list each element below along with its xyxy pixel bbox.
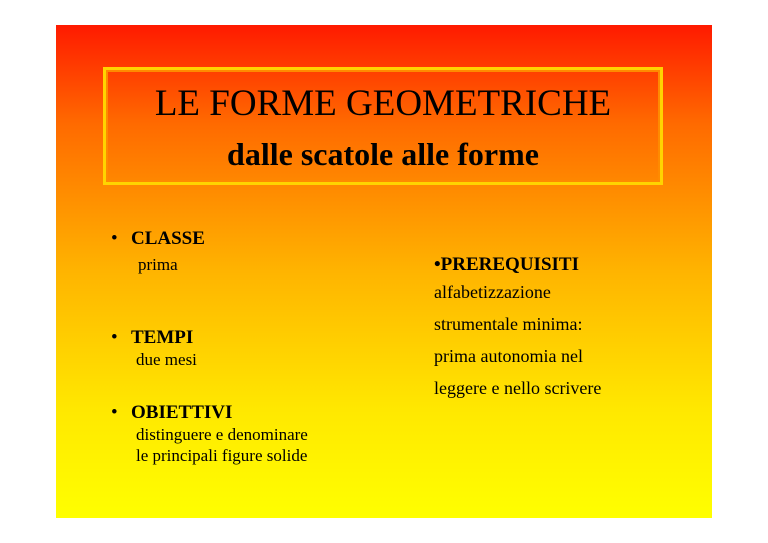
bullet-tempi (111, 327, 391, 370)
bullet-dot: • (111, 327, 118, 348)
prerequisiti-block (434, 254, 704, 404)
tempi-label: TEMPI (131, 327, 194, 348)
bullet-dot: • (111, 228, 118, 249)
prerequisiti-line-4: leggere e nello scrivere (434, 378, 602, 398)
bullet-dot: • (111, 402, 118, 423)
slide-subtitle: dalle scatole alle forme (227, 136, 539, 172)
obiettivi-line-2: le principali figure solide (136, 446, 308, 465)
prerequisiti-line-1: alfabetizzazione (434, 282, 551, 302)
prerequisiti-line-2: strumentale minima: (434, 314, 583, 334)
prerequisiti-label: •PREREQUISITI (434, 254, 579, 275)
obiettivi-label: OBIETTIVI (131, 402, 233, 423)
classe-label: CLASSE (131, 228, 205, 249)
classe-value: prima (138, 255, 178, 274)
bullet-obiettivi (111, 402, 391, 466)
bullet-classe (111, 228, 391, 275)
prerequisiti-line-3: prima autonomia nel (434, 346, 583, 366)
title-box (103, 67, 663, 185)
obiettivi-line-1: distinguere e denominare (136, 425, 308, 444)
tempi-value: due mesi (136, 350, 197, 369)
slide-title: LE FORME GEOMETRICHE (154, 83, 612, 124)
slide (56, 25, 712, 518)
